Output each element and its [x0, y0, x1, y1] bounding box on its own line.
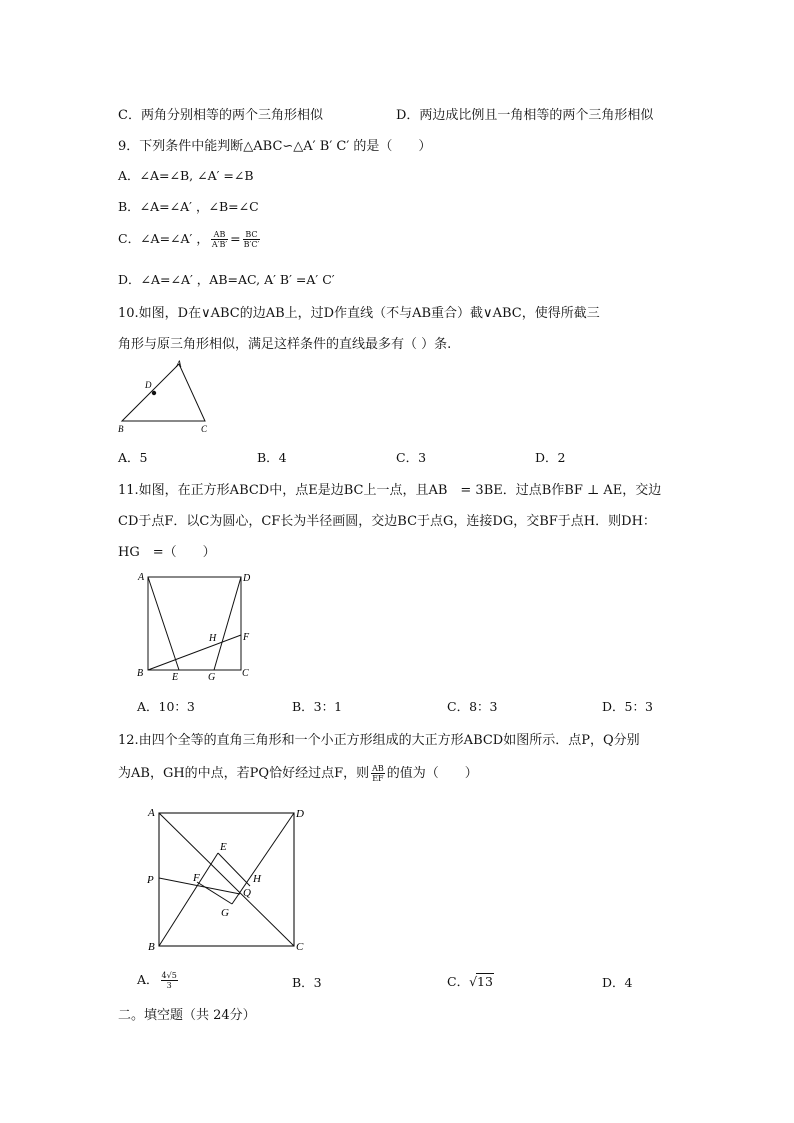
q11-label-g: G: [208, 672, 216, 683]
q9-option-d: D．∠A=∠A′ ，AB=AC, A′ B′ =A′ C′: [118, 272, 335, 287]
q12-option-d: D．4: [602, 975, 633, 990]
q11-label-e: E: [172, 672, 179, 683]
q10-option-a: A．5: [118, 450, 148, 465]
q10-option-b: B．4: [257, 450, 287, 465]
q12-label-b: B: [148, 941, 155, 953]
q8-option-d: D．两边成比例且一角相等的两个三角形相似: [396, 108, 654, 123]
q12-stem-line2: [118, 762, 478, 783]
q12-label-c: C: [296, 941, 304, 953]
q11-line-dg: [214, 577, 241, 670]
q10-stem-line2: 角形与原三角形相似，满足这样条件的直线最多有（ ）条.: [118, 337, 452, 352]
q12-label-d: D: [296, 808, 304, 820]
q12-line-dg: [232, 813, 294, 904]
q12-label-e: E: [220, 841, 227, 853]
q10-label-b: B: [118, 424, 124, 434]
q11-label-c: C: [242, 668, 249, 679]
q10-label-a: A: [176, 359, 182, 369]
q10-option-d: D．2: [535, 450, 566, 465]
q11-stem-line3: HG =（ ）: [118, 545, 216, 560]
q9-option-b: B．∠A=∠A′ ，∠B=∠C: [118, 199, 259, 214]
q12-fraction-ab-ef: $\frac{AB}{EF}$: [372, 764, 384, 783]
q12-option-b: B．3: [292, 975, 322, 990]
q11-label-f: F: [243, 632, 250, 643]
q12-option-c: [447, 972, 494, 990]
q12-option-a: [137, 970, 180, 990]
q9-fraction-bc: $\frac{BC}{B'C'}$: [243, 230, 260, 249]
q11-label-a: A: [138, 572, 145, 583]
q8-option-c: C．两角分别相等的两个三角形相似: [118, 108, 323, 123]
q12-option-c-prefix: C．: [447, 974, 470, 989]
q10-triangle-figure: [114, 358, 214, 436]
q12-label-p: P: [147, 874, 154, 886]
q12-label-a: A: [148, 807, 155, 819]
q11-option-d: D．5：3: [602, 699, 653, 714]
q11-option-c: C．8：3: [447, 699, 498, 714]
q12-label-g: G: [221, 907, 229, 919]
q11-line-bf: [148, 635, 241, 670]
section-2-title: 二。填空题（共 24分）: [118, 1008, 256, 1023]
q11-square-figure: [134, 568, 264, 684]
q9-stem: 9．下列条件中能判断△ABC∽△A′ B′ C′ 的是（ ）: [118, 139, 432, 154]
q11-option-b: B．3：1: [292, 699, 343, 714]
q10-stem-line1: 10.如图，D在∨ABC的边AB上，过D作直线（不与AB重合）截∨ABC，使得所截三: [118, 306, 600, 321]
q12-square-figure: [140, 800, 310, 956]
q11-label-h: H: [209, 633, 217, 644]
q12-line-ac: [159, 813, 294, 946]
q9-option-a: A．∠A=∠B, ∠A′ =∠B: [118, 168, 254, 183]
q12-option-a-prefix: A．: [137, 972, 159, 987]
q11-option-a: A．10：3: [137, 699, 195, 714]
q10-point-d: [152, 391, 156, 395]
q12-option-a-fraction: $\frac{4√5}{3}$: [161, 971, 177, 990]
q12-line-be: [159, 853, 218, 946]
q10-option-c: C．3: [396, 450, 427, 465]
q9-fraction-ab: $\frac{AB}{A'B'}$: [211, 230, 228, 249]
q12-label-f: F: [193, 872, 200, 884]
sqrt-icon: √: [469, 974, 478, 989]
q11-label-b: B: [137, 668, 144, 679]
q12-stem-line2-a: 为AB，GH的中点，若PQ恰好经过点F，则: [118, 766, 370, 781]
q11-line-ae: [148, 577, 179, 670]
q12-option-c-radicand: 13: [477, 974, 493, 989]
q9-option-c: C．∠A=∠A′ ， $\frac{AB}{A'B'}$ = $\frac{BC}{B'C'}$: [118, 230, 260, 249]
q11-label-d: D: [243, 573, 251, 584]
q10-triangle: [122, 364, 205, 421]
q11-stem-line2: CD于点F．以C为圆心，CF长为半径画圆，交边BC于点G，连接DG，交BF于点H．则DH：: [118, 514, 656, 529]
q10-label-d: D: [145, 380, 152, 390]
q12-stem-line2-b: 的值为（ ）: [386, 766, 478, 781]
q12-label-h: H: [253, 873, 261, 885]
q11-stem-line1: 11.如图，在正方形ABCD中，点E是边BC上一点，且AB = 3BE．过点B作BF ⊥ AE，交边: [118, 483, 662, 498]
q12-stem-line1: 12.由四个全等的直角三角形和一个小正方形组成的大正方形ABCD如图所示．点P，Q分别: [118, 733, 640, 748]
q9-option-c-prefix: C．∠A=∠A′ ，: [118, 231, 209, 246]
q12-label-q: Q: [243, 887, 251, 899]
q10-label-c: C: [201, 424, 208, 434]
q12-edge-eh: [218, 853, 250, 886]
q12-edge-fg: [197, 882, 232, 904]
